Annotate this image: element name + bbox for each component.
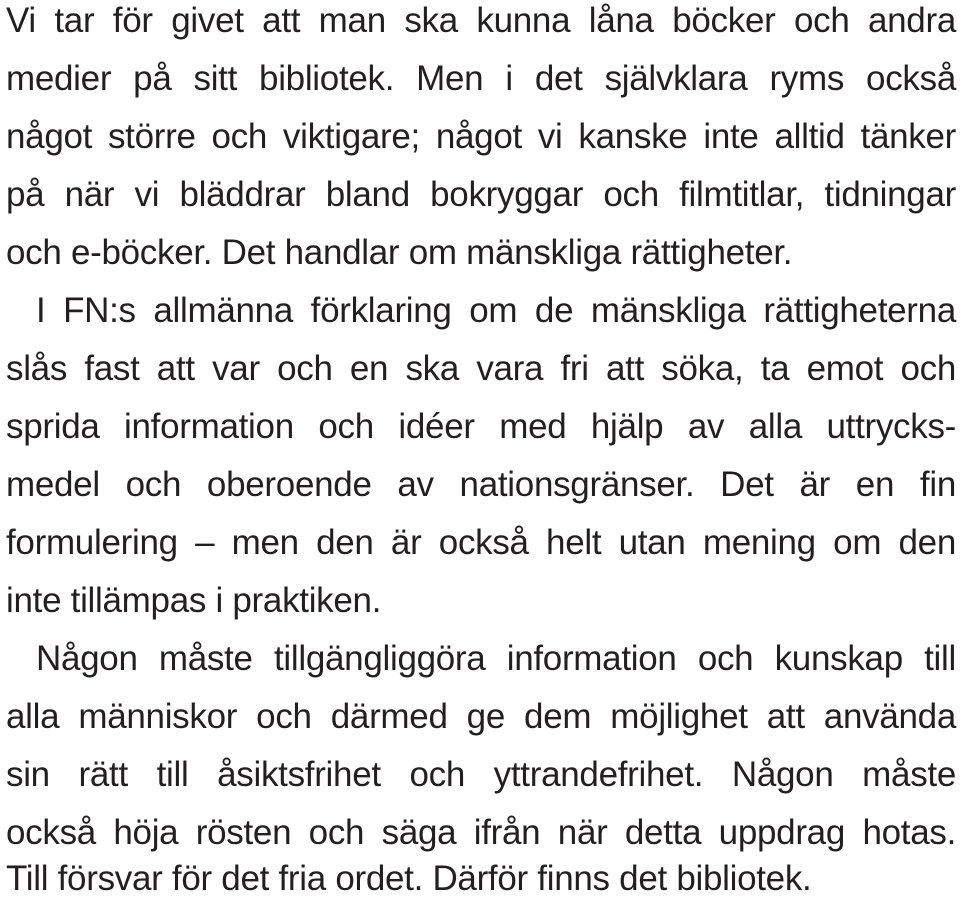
text-line: något större och viktigare; något vi kanske inte alltid tänker [6, 117, 956, 156]
text-line: på när vi bläddrar bland bokryggar och filmtitlar, tidningar [6, 175, 956, 214]
text-line: sin rätt till åsiktsfrihet och yttrandefrihet. Någon måste [6, 755, 956, 794]
text-line: formulering – men den är också helt utan mening om den [6, 523, 956, 562]
text-line: alla människor och därmed ge dem möjlighet att använda [6, 697, 956, 736]
text-line: Vi tar för givet att man ska kunna låna böcker och andra [6, 1, 956, 40]
text-line: och e-böcker. Det handlar om mänskliga rättigheter. [6, 233, 793, 272]
text-line: inte tillämpas i praktiken. [6, 581, 382, 620]
text-line: sprida information och idéer med hjälp av alla uttrycks- [6, 407, 956, 446]
text-line: Till försvar för det fria ordet. Därför finns det bibliotek. [6, 859, 812, 898]
text-line: också höja rösten och säga ifrån när detta uppdrag hotas. [6, 813, 956, 852]
text-line: medel och oberoende av nationsgränser. Det är en fin [6, 465, 956, 504]
text-line: I FN:s allmänna förklaring om de mänskliga rättigheterna [36, 291, 956, 330]
text-line: slås fast att var och en ska vara fri att söka, ta emot och [6, 349, 956, 388]
text-line: Någon måste tillgängliggöra information och kunskap till [36, 639, 956, 678]
text-line: medier på sitt bibliotek. Men i det självklara ryms också [6, 59, 956, 98]
